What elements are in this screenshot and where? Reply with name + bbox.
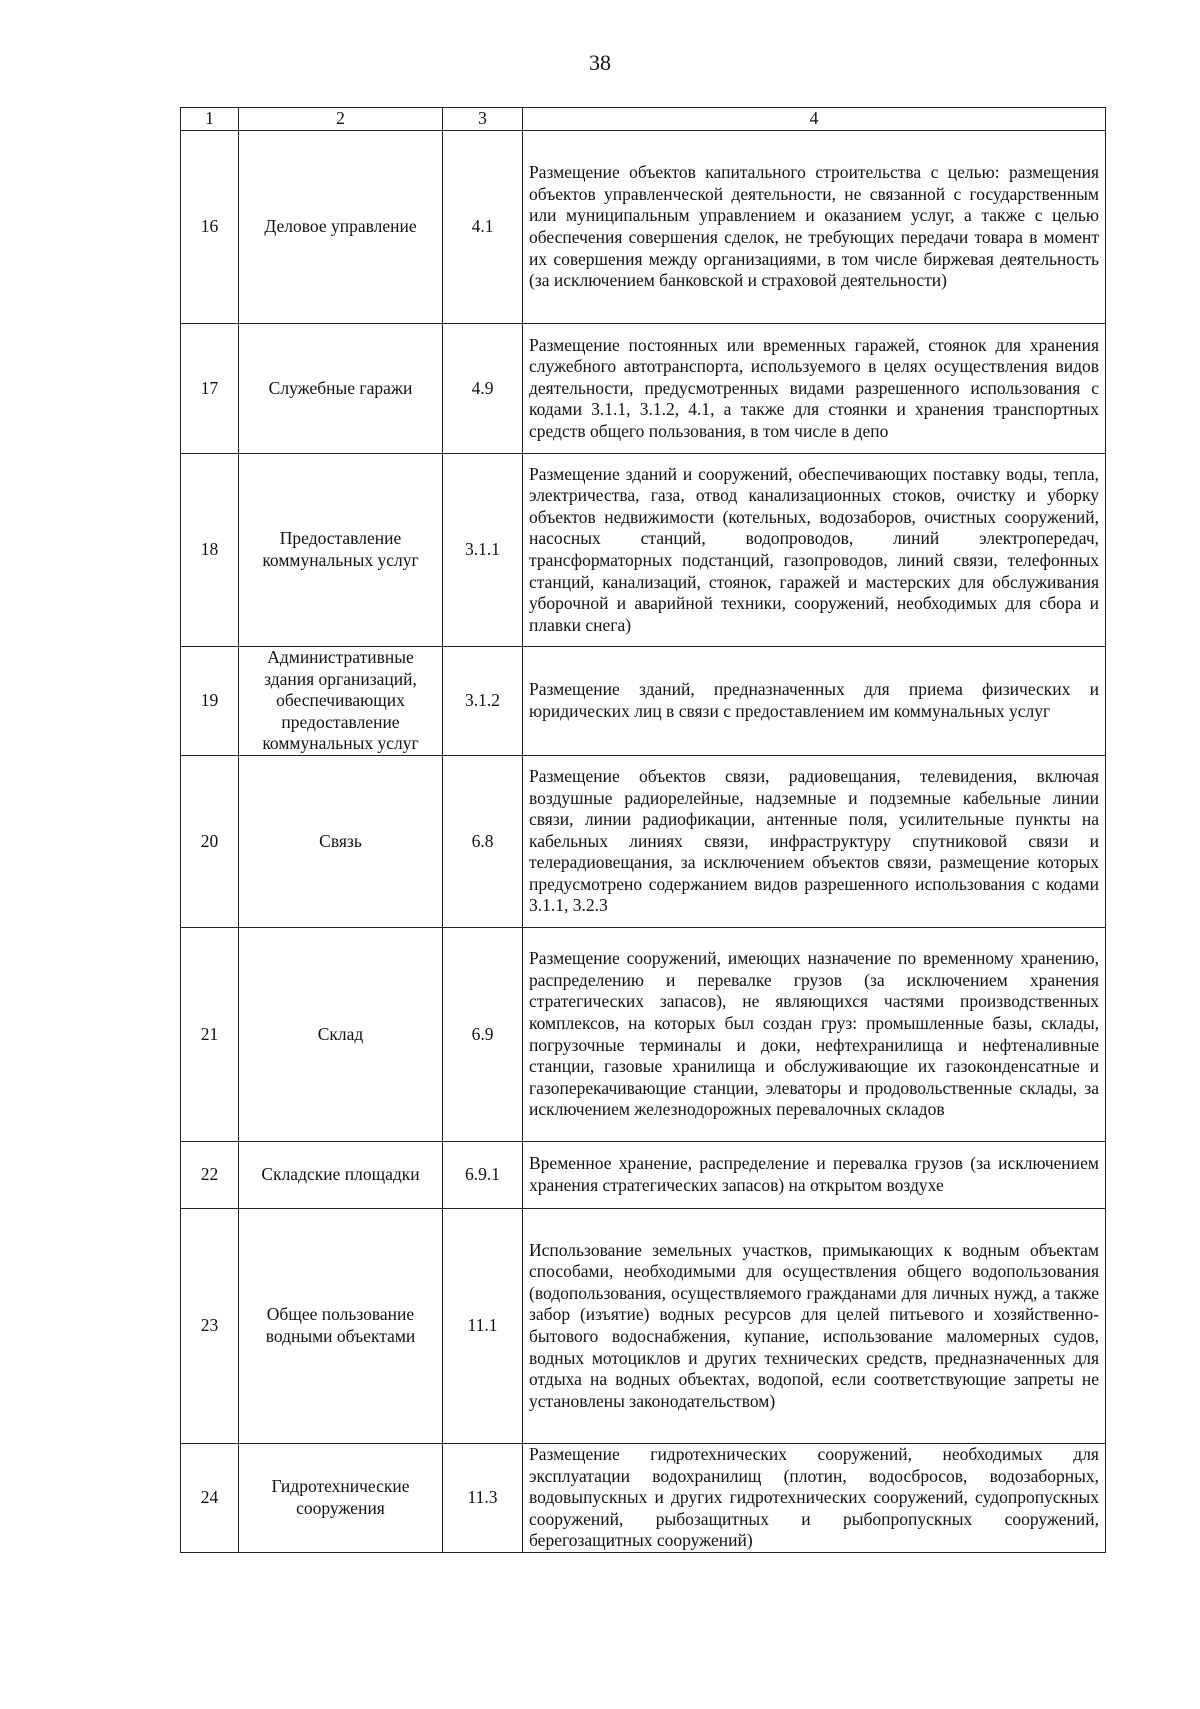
row-number: 17 <box>181 324 239 454</box>
row-code: 11.1 <box>443 1209 523 1444</box>
row-number: 21 <box>181 928 239 1142</box>
row-description: Размещение гидротехнических сооружений, необходимых для эксплуатации водохранилищ (плотин, водосбросов, водозаборных, водовыпускных и других гидротехнических сооружений, судопропускных сооружений, рыбозащитных и рыбопропускных сооружений, берегозащитных сооружений) <box>523 1444 1106 1553</box>
row-number: 20 <box>181 756 239 928</box>
land-use-table <box>180 107 1106 1553</box>
row-number: 24 <box>181 1444 239 1553</box>
table-row <box>181 454 1106 647</box>
row-description: Размещение постоянных или временных гаражей, стоянок для хранения служебного автотранспорта, используемого в целях осуществления видов деятельности, предусмотренных видами разрешенного использования с кодами 3.1.1, 3.1.2, 4.1, а также для стоянки и хранения транспортных средств общего пользования, в том числе в депо <box>523 324 1106 454</box>
table-row <box>181 756 1106 928</box>
row-name: Деловое управление <box>239 131 443 324</box>
row-code: 4.1 <box>443 131 523 324</box>
row-name: Административные здания организаций, обеспечивающих предоставление коммунальных услуг <box>239 647 443 756</box>
row-name: Складские площадки <box>239 1142 443 1209</box>
row-description: Размещение зданий, предназначенных для приема физических и юридических лиц в связи с предоставлением им коммунальных услуг <box>523 647 1106 756</box>
row-name: Предоставление коммунальных услуг <box>239 454 443 647</box>
row-number: 18 <box>181 454 239 647</box>
header-col-1: 1 <box>181 108 239 131</box>
table-row <box>181 928 1106 1142</box>
row-name: Служебные гаражи <box>239 324 443 454</box>
row-name: Связь <box>239 756 443 928</box>
header-col-2: 2 <box>239 108 443 131</box>
row-code: 6.9 <box>443 928 523 1142</box>
table-row <box>181 1142 1106 1209</box>
row-code: 3.1.2 <box>443 647 523 756</box>
row-name: Общее пользование водными объектами <box>239 1209 443 1444</box>
row-code: 6.8 <box>443 756 523 928</box>
row-code: 4.9 <box>443 324 523 454</box>
table-row <box>181 131 1106 324</box>
table-row <box>181 1209 1106 1444</box>
row-number: 16 <box>181 131 239 324</box>
row-description: Размещение объектов капитального строительства с целью: размещения объектов управленческой деятельности, не связанной с государственным или муниципальным управлением и оказанием услуг, а также с целью обеспечения совершения сделок, не требующих передачи товара в момент их совершения между организациями, в том числе биржевая деятельность (за исключением банковской и страховой деятельности) <box>523 131 1106 324</box>
row-number: 22 <box>181 1142 239 1209</box>
row-name: Склад <box>239 928 443 1142</box>
table-row <box>181 647 1106 756</box>
row-number: 19 <box>181 647 239 756</box>
row-description: Временное хранение, распределение и перевалка грузов (за исключением хранения стратегических запасов) на открытом воздухе <box>523 1142 1106 1209</box>
row-description: Размещение зданий и сооружений, обеспечивающих поставку воды, тепла, электричества, газа, отвод канализационных стоков, очистку и уборку объектов недвижимости (котельных, водозаборов, очистных сооружений, насосных станций, водопроводов, линий электропередач, трансформаторных подстанций, газопроводов, линий связи, телефонных станций, канализаций, стоянок, гаражей и мастерских для обслуживания уборочной и аварийной техники, сооружений, необходимых для сбора и плавки снега) <box>523 454 1106 647</box>
table-row <box>181 1444 1106 1553</box>
table-row <box>181 324 1106 454</box>
page-number: 38 <box>589 50 611 75</box>
table-header-row <box>181 108 1106 131</box>
row-description: Использование земельных участков, примыкающих к водным объектам способами, необходимыми для осуществления общего водопользования (водопользования, осуществляемого гражданами для личных нужд, а также забор (изъятие) водных ресурсов для целей питьевого и хозяйственно-бытового водоснабжения, купание, использование маломерных судов, водных мотоциклов и других технических средств, предназначенных для отдыха на водных объектах, водопой, если соответствующие запреты не установлены законодательством) <box>523 1209 1106 1444</box>
row-number: 23 <box>181 1209 239 1444</box>
row-name: Гидротехнические сооружения <box>239 1444 443 1553</box>
header-col-3: 3 <box>443 108 523 131</box>
row-description: Размещение объектов связи, радиовещания, телевидения, включая воздушные радиорелейные, надземные и подземные кабельные линии связи, линии радиофикации, антенные поля, усилительные пункты на кабельных линиях связи, инфраструктуру спутниковой связи и телерадиовещания, за исключением объектов связи, размещение которых предусмотрено содержанием видов разрешенного использования с кодами 3.1.1, 3.2.3 <box>523 756 1106 928</box>
row-code: 11.3 <box>443 1444 523 1553</box>
row-code: 3.1.1 <box>443 454 523 647</box>
header-col-4: 4 <box>523 108 1106 131</box>
row-description: Размещение сооружений, имеющих назначение по временному хранению, распределению и перевалке грузов (за исключением хранения стратегических запасов), не являющихся частями производственных комплексов, на которых был создан груз: промышленные базы, склады, погрузочные терминалы и доки, нефтехранилища и нефтеналивные станции, газовые хранилища и обслуживающие их газоконденсатные и газоперекачивающие станции, элеваторы и продовольственные склады, за исключением железнодорожных перевалочных складов <box>523 928 1106 1142</box>
row-code: 6.9.1 <box>443 1142 523 1209</box>
